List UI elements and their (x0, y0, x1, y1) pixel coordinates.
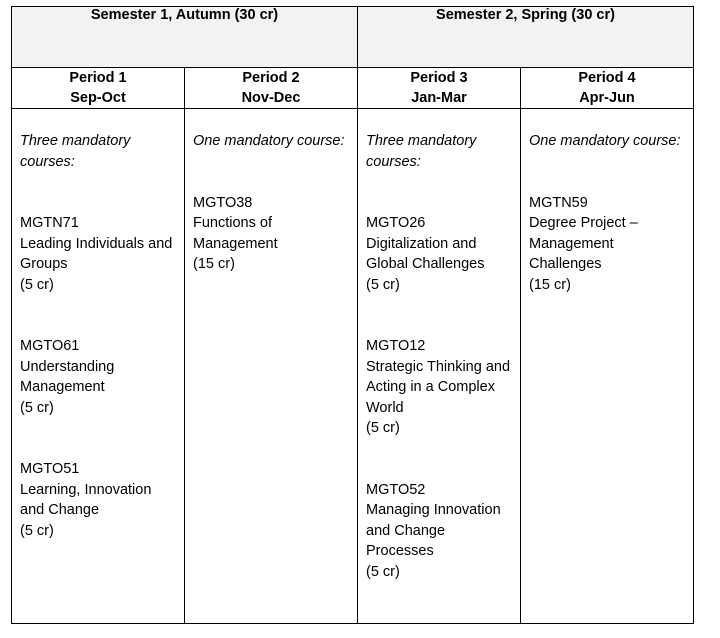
course-title: Functions of Management (193, 215, 278, 252)
course-code: MGTO26 (366, 215, 426, 231)
period-intro: One mandatory course: (529, 133, 681, 149)
period-3-courses-cell (358, 109, 521, 624)
course-code: MGTO61 (20, 338, 80, 354)
course-credits: (5 cr) (20, 276, 54, 293)
period-intro: One mandatory course: (193, 133, 345, 149)
period-4-courses-cell (521, 109, 694, 624)
course-entry (529, 193, 685, 296)
course-credits: (5 cr) (366, 563, 400, 580)
period-1-header (12, 68, 185, 109)
course-credits: (5 cr) (20, 522, 54, 539)
course-title: Learning, Innovation and Change (20, 481, 152, 518)
period-name: Period 1 (69, 70, 127, 86)
period-months: Jan-Mar (411, 90, 467, 106)
course-entry (366, 336, 512, 439)
period-3-header (358, 68, 521, 109)
period-name: Period 4 (578, 70, 636, 86)
course-list-row (12, 109, 694, 624)
period-months: Nov-Dec (241, 90, 301, 106)
course-code: MGTO52 (366, 481, 426, 498)
period-1-courses-cell (12, 109, 185, 624)
course-code: MGTO38 (193, 194, 253, 211)
course-code: MGTO12 (366, 338, 426, 354)
course-credits: (5 cr) (366, 420, 400, 436)
period-name: Period 2 (242, 70, 300, 86)
period-intro: Three mandatory courses: (20, 133, 131, 170)
period-2-courses-cell (185, 109, 358, 624)
period-months: Apr-Jun (579, 90, 635, 106)
semester-header-row (12, 7, 694, 68)
program-schedule-table (11, 6, 694, 624)
course-code: MGTN59 (529, 194, 588, 211)
semester-2-header: Semester 2, Spring (30 cr) (358, 7, 694, 68)
period-4-header (521, 68, 694, 109)
course-entry (366, 213, 512, 295)
course-entry (193, 193, 349, 275)
period-name: Period 3 (410, 70, 468, 86)
course-entry (20, 336, 176, 418)
course-credits: (5 cr) (366, 276, 400, 293)
course-title: Digitalization and Global Challenges (366, 235, 485, 272)
course-code: MGTO51 (20, 461, 80, 477)
period-intro: Three mandatory courses: (366, 133, 477, 170)
course-title: Understanding Management (20, 358, 115, 395)
course-credits: (5 cr) (20, 399, 54, 416)
course-entry (366, 480, 512, 583)
course-credits: (15 cr) (529, 276, 571, 293)
course-entry (20, 459, 176, 541)
course-title: Degree Project – Management Challenges (529, 215, 638, 272)
course-title: Strategic Thinking and Acting in a Complex World (366, 358, 511, 416)
course-title: Managing Innovation and Change Processes (366, 502, 501, 559)
period-2-header (185, 68, 358, 109)
course-credits: (15 cr) (193, 256, 235, 272)
semester-1-header: Semester 1, Autumn (30 cr) (12, 7, 358, 68)
course-entry (20, 213, 176, 295)
period-header-row (12, 68, 694, 109)
period-months: Sep-Oct (70, 90, 126, 106)
course-code: MGTN71 (20, 215, 79, 231)
course-title: Leading Individuals and Groups (20, 235, 173, 272)
